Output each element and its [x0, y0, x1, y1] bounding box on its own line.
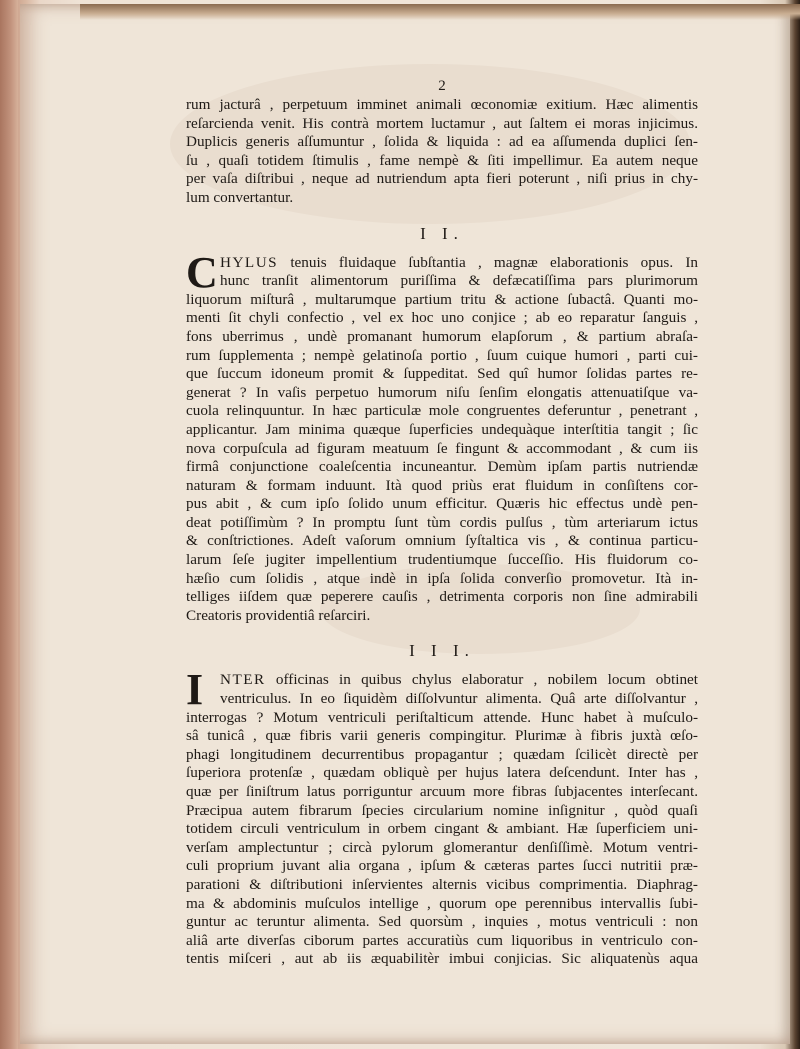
text-line: larum ſeſe jugiter impellentium trudentiumque ſucceſſio. His fluidorum co-: [186, 551, 698, 569]
text-line: hæſio cum ſolidis , atque indè in ipſa ſolida converſio promovetur. Ità in-: [186, 569, 698, 587]
drop-cap: I: [186, 665, 204, 715]
page-number: 2: [438, 78, 446, 94]
text-line: reſarcienda venit. His contrà mortem luctamur , aut ſaltem ei moras injicimus.: [186, 114, 698, 132]
text-line: ſuperiora protenſæ , quædam obliquè per hujus latera deſcendunt. Inter has ,: [186, 764, 698, 782]
text-line: generat ? In vaſis perpetuo humorum niſu ſenſim elongatis attenuatiſque va-: [186, 383, 698, 401]
text-line: ſu , quaſi totidem ſtimulis , fame nempè & ſiti impellimur. Ea autem neque: [186, 151, 698, 169]
text-line: deat potiſſimùm ? In promptu ſunt tùm cordis pulſus , tùm arteriarum ictus: [186, 513, 698, 531]
page-top-shadow: [80, 4, 800, 20]
section-heading-3: I I I.: [409, 641, 475, 661]
section-heading-2: I I.: [420, 223, 464, 243]
text-block: [186, 78, 698, 969]
text-line: [186, 671, 698, 690]
text-line: firmâ conjunctione coaleſcentia incuneantur. Demùm ipſam partis nutriendæ: [186, 458, 698, 476]
first-word: NTER: [220, 671, 266, 689]
text-line: menti ſit chyli confectio , vel ex hoc uno conjice ; ab eo reparatur ſanguis ,: [186, 309, 698, 327]
top-paragraph: [186, 96, 698, 208]
text-line: nova corpuſcula ad figuram meatuum ſe fingunt & accommodant , & cum iis: [186, 439, 698, 457]
text-line: parationi & diſtributioni inſervientes alternis vicibus comprimentia. Diaphrag-: [186, 875, 698, 893]
text-line: guntur ac teruntur alimenta. Sed quorsùm , inquies , motus ventriculi : non: [186, 913, 698, 931]
text-line: Duplicis generis aſſumuntur , ſolida & liquida : ad ea aſſumenda duplici ſen-: [186, 133, 698, 151]
text-line: ventriculus. In eo ſiquidèm diſſolvuntur alimenta. Quâ arte diſſolvantur ,: [220, 690, 698, 708]
text-line: quæ per ſiniſtrum latus porriguntur arcuum more fibras ſubjacentes interſecant.: [186, 783, 698, 800]
text-line: liquorum miſturâ , multarumque partium tritu & actione ſubactâ. Quanti mo-: [186, 290, 698, 308]
drop-cap: C: [186, 247, 218, 297]
text-line: que ſuccum idoneum promit & ſuppeditat. Sed quî humor ſolidas partes re-: [186, 365, 698, 383]
line-text: tenuis fluidaque ſubſtantia , magnæ elaborationis opus. In: [278, 253, 698, 271]
text-line: [186, 254, 698, 273]
line-text: officinas in quibus chylus elaboratur , nobilem locum obtinet: [265, 671, 698, 689]
section-2-paragraph: [186, 247, 698, 626]
text-line: applicantur. Jam minima quæque ſuperficies undequàque interſtitia tangit ; ſic: [186, 420, 698, 438]
text-line: Præcipua autem fibrarum ſpecies circularium nomine inſignitur , quòd quaſi: [186, 801, 698, 819]
text-line: culi proprium juvant alia organa , ipſum & cæteras partes ſucci nutritii præ-: [186, 857, 698, 875]
section-3-paragraph: [186, 665, 698, 969]
text-line: aliâ arte diverſas ciborum partes accuratiùs cum liquoribus in ventriculo con-: [186, 931, 698, 949]
text-line: verſam amplectuntur ; circà pylorum glomerantur denſiſſimè. Motum ventri-: [186, 838, 698, 856]
text-line: hunc tranſit alimentorum puriſſima & defæcatiſſima pars plurimorum: [220, 272, 698, 290]
text-line: tentis miſceri , aut ab iis æquabilitèr imbui conjicias. Sic aliquatenùs aqua: [186, 950, 698, 968]
text-line: rum ſupplementa ; nempè gelatinoſa portio , ſuum cuique humori , parti cui-: [186, 346, 698, 364]
text-line: ma & abdominis muſculos intellige , quorum ope perennibus intervallis ſubi-: [186, 894, 698, 912]
text-line: interrogas ? Motum ventriculi periſtalticum attende. Hunc habet à muſculo-: [186, 708, 698, 726]
text-line: sâ tunicâ , quæ fibris varii generis compingitur. Plurimæ à fibris juxtà œſo-: [186, 727, 698, 745]
text-line: Creatoris providentiâ reſarciri.: [186, 606, 371, 624]
text-line: telliges iiſdem quæ peperere cauſis , detrimenta corporis non ſine admirabili: [186, 588, 698, 606]
text-line: cuola relinquuntur. In hæc particulæ mole congruentes deferuntur , penetrant ,: [186, 402, 698, 420]
text-line: naturam & formam induunt. Ità quod priùs erat fluidum in conſiſtens cor-: [186, 476, 698, 494]
text-line: fons uberrimus , undè promanant humorum elapſorum , & partium abraſa-: [186, 327, 698, 345]
text-line: per vaſa diſtribui , neque ad nutriendum apta fieri poterunt , niſi prius in chy-: [186, 170, 698, 188]
text-line: totidem circuli ventriculum in orbem cingant & ambiant. Hæ ſuperficiem uni-: [186, 820, 698, 838]
text-line: pus abit , & cum ipſo ſolido unum efficitur. Quæris hic effectus undè pen-: [186, 495, 698, 513]
text-line: phagi longitudinem decurrentibus propagantur ; quædam ſcilicèt directè per: [186, 745, 698, 763]
text-line: lum convertantur.: [186, 188, 294, 206]
text-line: rum jacturâ , perpetuum imminet animali œconomiæ exitium. Hæc alimentis: [186, 96, 698, 113]
text-line: & conſtrictiones. Adeſt vaſorum omnium ſyſtaltica vis , & continua particu-: [186, 532, 698, 550]
first-word: HYLUS: [220, 253, 279, 271]
page-gutter-edge: [0, 0, 18, 1049]
